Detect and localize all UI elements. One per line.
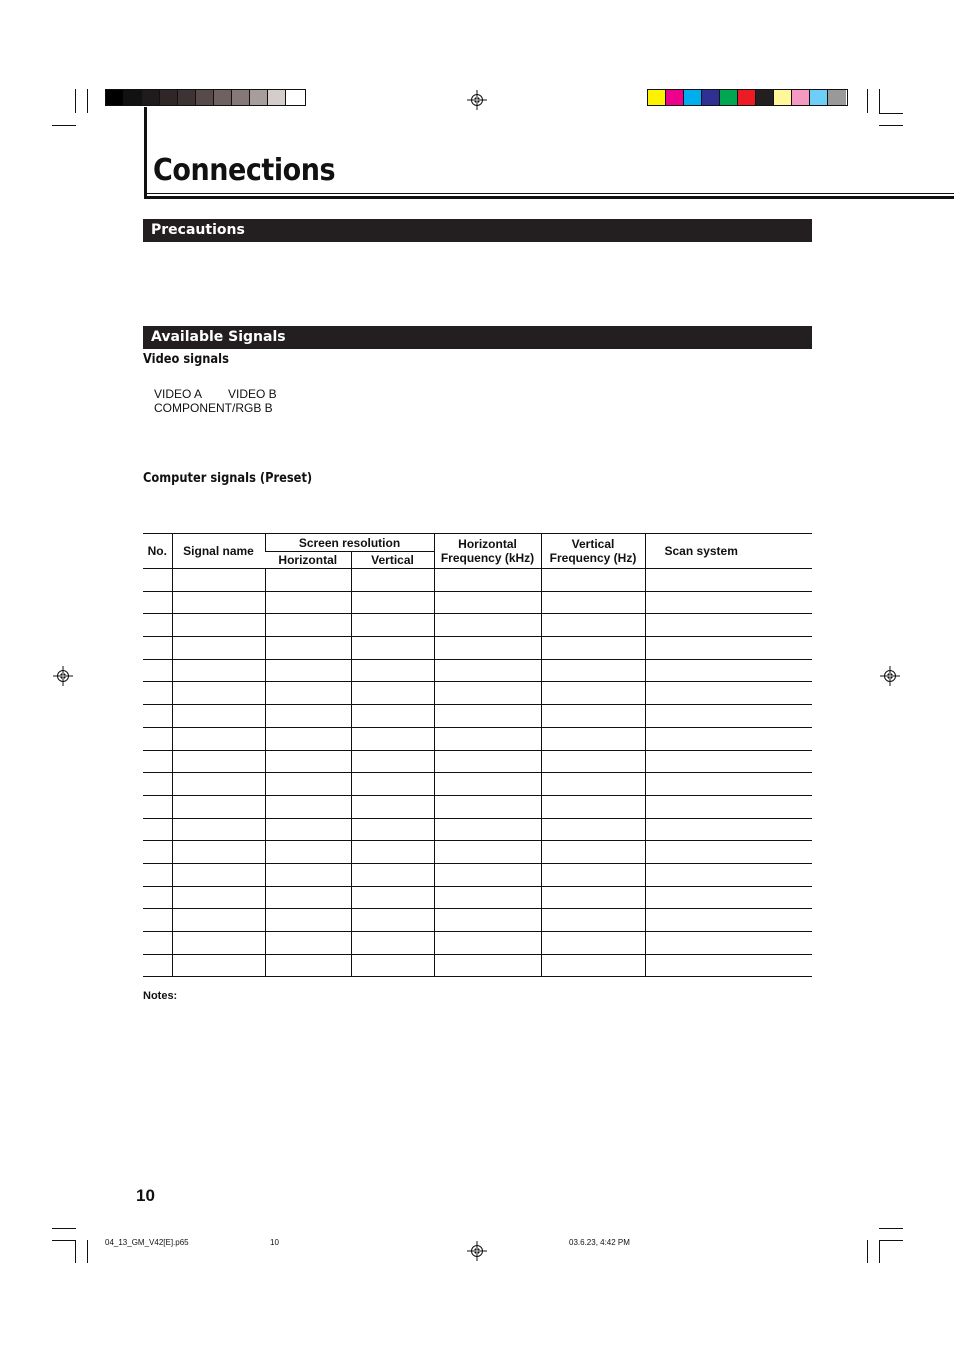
color-swatch xyxy=(160,90,178,105)
table-cell xyxy=(351,614,434,637)
column-header-horizontal: Horizontal xyxy=(265,552,351,569)
crop-mark xyxy=(879,125,903,126)
table-cell xyxy=(434,954,541,977)
title-rule xyxy=(144,196,954,199)
table-cell xyxy=(351,909,434,932)
table-cell xyxy=(434,727,541,750)
table-row xyxy=(143,659,812,682)
crop-mark xyxy=(879,1240,903,1241)
header-line: Horizontal xyxy=(458,537,517,551)
table-cell xyxy=(351,863,434,886)
table-row xyxy=(143,863,812,886)
table-cell xyxy=(265,863,351,886)
table-row xyxy=(143,932,812,955)
table-cell xyxy=(351,591,434,614)
video-input-a: VIDEO A xyxy=(154,387,203,401)
crop-mark xyxy=(867,89,868,113)
table-cell xyxy=(143,659,172,682)
table-cell xyxy=(645,591,812,614)
section-header-label: Available Signals xyxy=(151,329,286,345)
table-cell xyxy=(265,569,351,592)
table-cell xyxy=(265,954,351,977)
table-cell xyxy=(434,637,541,660)
table-cell xyxy=(172,569,265,592)
color-swatch xyxy=(214,90,232,105)
table-cell xyxy=(172,886,265,909)
table-cell xyxy=(265,591,351,614)
table-cell xyxy=(541,727,645,750)
table-cell xyxy=(434,569,541,592)
table-cell xyxy=(645,569,812,592)
table-row xyxy=(143,637,812,660)
page-title: Connections xyxy=(153,153,336,188)
table-cell xyxy=(541,932,645,955)
table-cell xyxy=(143,682,172,705)
table-cell xyxy=(351,795,434,818)
table-row xyxy=(143,773,812,796)
table-row xyxy=(143,614,812,637)
table-cell xyxy=(645,909,812,932)
color-swatch xyxy=(286,90,304,105)
crop-mark xyxy=(87,89,88,113)
table-cell xyxy=(143,818,172,841)
table-cell xyxy=(645,841,812,864)
table-cell xyxy=(265,818,351,841)
table-cell xyxy=(265,637,351,660)
table-cell xyxy=(351,637,434,660)
table-cell xyxy=(143,569,172,592)
table-cell xyxy=(434,795,541,818)
color-swatch xyxy=(684,90,702,105)
table-cell xyxy=(172,841,265,864)
table-cell xyxy=(434,659,541,682)
section-header-precautions xyxy=(143,219,812,242)
table-cell xyxy=(645,682,812,705)
title-rule xyxy=(144,193,954,194)
color-swatch xyxy=(810,90,828,105)
crop-mark xyxy=(52,1228,76,1229)
color-swatch xyxy=(774,90,792,105)
table-cell xyxy=(172,909,265,932)
footer-page-ref: 10 xyxy=(270,1238,279,1247)
table-cell xyxy=(541,954,645,977)
table-cell xyxy=(265,886,351,909)
table-cell xyxy=(172,818,265,841)
video-signals-heading: Video signals xyxy=(143,352,229,367)
table-cell xyxy=(265,750,351,773)
column-header-vertical: Vertical xyxy=(351,552,434,569)
table-cell xyxy=(172,727,265,750)
table-cell xyxy=(265,909,351,932)
table-cell xyxy=(265,841,351,864)
table-cell xyxy=(541,773,645,796)
table-cell xyxy=(143,841,172,864)
registration-target-icon xyxy=(880,666,900,686)
column-header-vertical-frequency xyxy=(541,534,645,569)
crop-mark xyxy=(52,125,76,126)
table-cell xyxy=(434,886,541,909)
crop-mark xyxy=(879,1240,880,1263)
table-cell xyxy=(541,637,645,660)
table-cell xyxy=(143,591,172,614)
table-cell xyxy=(351,659,434,682)
notes-label: Notes: xyxy=(143,990,178,1002)
section-header-label: Precautions xyxy=(151,222,245,238)
table-cell xyxy=(351,569,434,592)
table-cell xyxy=(541,750,645,773)
table-cell xyxy=(645,818,812,841)
table-row xyxy=(143,886,812,909)
table-cell xyxy=(541,682,645,705)
table-cell xyxy=(172,954,265,977)
color-swatch xyxy=(250,90,268,105)
registration-target-icon xyxy=(467,90,487,110)
table-cell xyxy=(172,591,265,614)
table-row xyxy=(143,569,812,592)
table-cell xyxy=(265,727,351,750)
table-cell xyxy=(265,795,351,818)
table-cell xyxy=(645,773,812,796)
color-swatch xyxy=(702,90,720,105)
table-cell xyxy=(172,795,265,818)
table-cell xyxy=(645,863,812,886)
color-swatch xyxy=(232,90,250,105)
crop-mark xyxy=(52,1240,76,1241)
signal-table xyxy=(143,533,812,977)
table-cell xyxy=(434,909,541,932)
table-cell xyxy=(265,773,351,796)
table-row xyxy=(143,682,812,705)
table-cell xyxy=(172,773,265,796)
table-cell xyxy=(172,750,265,773)
header-line: Frequency (Hz) xyxy=(549,551,637,565)
table-cell xyxy=(645,614,812,637)
table-cell xyxy=(434,932,541,955)
color-bar xyxy=(647,89,848,106)
table-cell xyxy=(172,614,265,637)
color-swatch xyxy=(196,90,214,105)
table-cell xyxy=(351,818,434,841)
table-cell xyxy=(351,841,434,864)
crop-mark xyxy=(75,89,76,113)
computer-signals-heading: Computer signals (Preset) xyxy=(143,471,313,486)
table-cell xyxy=(351,773,434,796)
table-cell xyxy=(541,705,645,728)
color-swatch xyxy=(142,90,160,105)
table-cell xyxy=(351,705,434,728)
table-row xyxy=(143,909,812,932)
table-cell xyxy=(351,682,434,705)
table-cell xyxy=(143,727,172,750)
crop-mark xyxy=(879,113,903,114)
table-cell xyxy=(172,637,265,660)
color-swatch xyxy=(792,90,810,105)
table-cell xyxy=(172,659,265,682)
crop-mark xyxy=(87,1240,88,1263)
column-header-no: No. xyxy=(143,534,172,569)
table-cell xyxy=(434,614,541,637)
table-row xyxy=(143,705,812,728)
table-cell xyxy=(172,863,265,886)
table-cell xyxy=(541,886,645,909)
table-cell xyxy=(265,932,351,955)
color-swatch xyxy=(756,90,774,105)
footer-file-name: 04_13_GM_V42[E].p65 xyxy=(105,1238,189,1247)
color-swatch xyxy=(720,90,738,105)
table-cell xyxy=(351,886,434,909)
table-cell xyxy=(351,750,434,773)
table-cell xyxy=(351,954,434,977)
footer-timestamp: 03.6.23, 4:42 PM xyxy=(569,1238,630,1247)
table-row xyxy=(143,818,812,841)
section-header-available-signals xyxy=(143,326,812,349)
column-header-horizontal-frequency xyxy=(434,534,541,569)
table-cell xyxy=(143,863,172,886)
column-header-scan-system: Scan system xyxy=(645,534,812,569)
crop-mark xyxy=(879,89,880,113)
table-row xyxy=(143,954,812,977)
table-cell xyxy=(143,932,172,955)
table-cell xyxy=(143,705,172,728)
table-cell xyxy=(645,932,812,955)
table-cell xyxy=(541,659,645,682)
table-cell xyxy=(541,591,645,614)
color-swatch xyxy=(124,90,142,105)
header-line: Vertical xyxy=(571,537,615,551)
table-cell xyxy=(645,750,812,773)
table-cell xyxy=(541,569,645,592)
registration-target-icon xyxy=(467,1241,487,1261)
table-cell xyxy=(434,773,541,796)
table-cell xyxy=(143,954,172,977)
table-row xyxy=(143,727,812,750)
grayscale-bar xyxy=(105,89,306,106)
column-header-signal-name: Signal name xyxy=(172,534,265,569)
registration-target-icon xyxy=(53,666,73,686)
table-cell xyxy=(645,727,812,750)
title-rule xyxy=(144,107,147,198)
column-header-screen-resolution: Screen resolution xyxy=(265,534,434,552)
video-input-b: VIDEO B xyxy=(228,387,277,401)
table-cell xyxy=(645,954,812,977)
table-cell xyxy=(645,659,812,682)
table-cell xyxy=(541,863,645,886)
table-cell xyxy=(172,705,265,728)
table-cell xyxy=(645,637,812,660)
table-cell xyxy=(143,637,172,660)
color-swatch xyxy=(648,90,666,105)
table-cell xyxy=(143,886,172,909)
crop-mark xyxy=(879,1228,903,1229)
table-cell xyxy=(265,682,351,705)
table-cell xyxy=(541,841,645,864)
table-cell xyxy=(541,795,645,818)
table-cell xyxy=(143,750,172,773)
table-row xyxy=(143,750,812,773)
table-cell xyxy=(645,795,812,818)
table-cell xyxy=(645,705,812,728)
table-cell xyxy=(351,932,434,955)
table-cell xyxy=(541,909,645,932)
crop-mark xyxy=(75,1240,76,1263)
color-swatch xyxy=(106,90,124,105)
color-swatch xyxy=(178,90,196,105)
table-cell xyxy=(143,795,172,818)
table-cell xyxy=(434,841,541,864)
table-cell xyxy=(172,682,265,705)
color-swatch xyxy=(738,90,756,105)
crop-mark xyxy=(867,1240,868,1263)
table-cell xyxy=(143,773,172,796)
color-swatch xyxy=(268,90,286,105)
table-cell xyxy=(541,614,645,637)
table-cell xyxy=(434,705,541,728)
table-cell xyxy=(143,909,172,932)
table-cell xyxy=(541,818,645,841)
component-input: COMPONENT/RGB B xyxy=(154,401,273,415)
table-cell xyxy=(265,614,351,637)
table-cell xyxy=(434,818,541,841)
table-cell xyxy=(265,659,351,682)
table-cell xyxy=(143,614,172,637)
table-cell xyxy=(351,727,434,750)
color-swatch xyxy=(666,90,684,105)
table-row xyxy=(143,591,812,614)
table-cell xyxy=(434,750,541,773)
table-cell xyxy=(172,932,265,955)
table-cell xyxy=(645,886,812,909)
color-swatch xyxy=(828,90,846,105)
table-cell xyxy=(434,682,541,705)
table-cell xyxy=(265,705,351,728)
table-cell xyxy=(434,591,541,614)
table-cell xyxy=(434,863,541,886)
table-row xyxy=(143,795,812,818)
page-number: 10 xyxy=(136,1186,155,1205)
table-row xyxy=(143,841,812,864)
header-line: Frequency (kHz) xyxy=(440,551,535,565)
